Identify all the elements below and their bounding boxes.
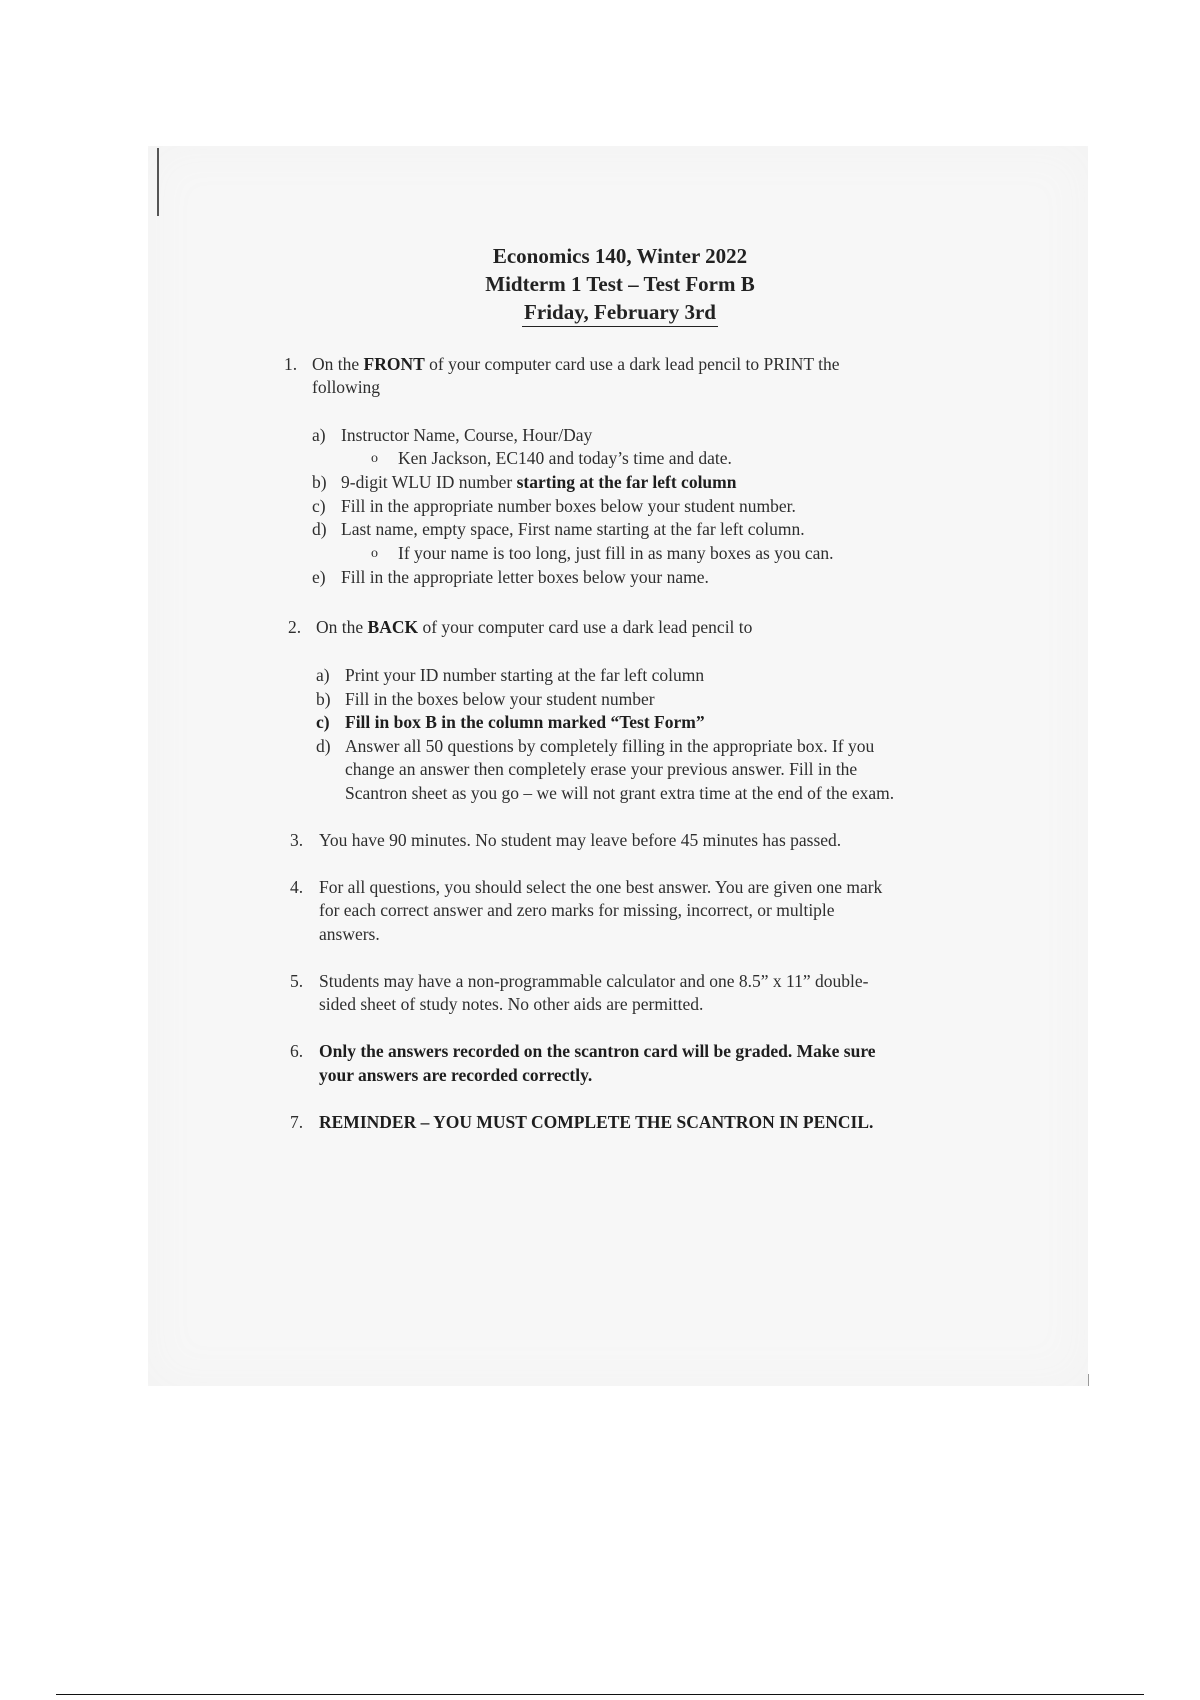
item-text: 9-digit WLU ID number starting at the far left column [341,472,737,492]
item-text: Fill in the appropriate letter boxes below your name. [341,567,709,587]
instruction-text: On the FRONT of your computer card use a dark lead pencil to PRINT the [312,354,840,374]
item-label: c) [312,496,326,516]
instruction-text-line3: answers. [319,924,380,944]
instruction-number: 3. [290,830,304,850]
item-text: Instructor Name, Course, Hour/Day [341,425,593,445]
instruction-number: 6. [290,1041,304,1061]
item-label: d) [316,736,331,756]
instruction-text-line2: following [312,377,381,397]
instruction-text: You have 90 minutes. No student may leave before 45 minutes has passed. [319,830,842,850]
instruction-number: 4. [290,877,304,897]
exam-header [420,242,820,327]
item-text: Fill in the appropriate number boxes below your student number. [341,496,796,516]
scan-edge-mark-left [157,148,159,216]
item-text: Print your ID number starting at the far left column [345,665,705,685]
item-text: Last name, empty space, First name starting at the far left column. [341,519,805,539]
instruction-text: Only the answers recorded on the scantron card will be graded. Make sure [319,1041,876,1061]
item-label: d) [312,519,327,539]
exam-date: Friday, February 3rd [522,299,718,327]
item-label: a) [316,665,330,685]
course-title: Economics 140, Winter 2022 [492,244,748,268]
item-label: b) [312,472,327,492]
sub-item-text: Ken Jackson, EC140 and today’s time and date. [398,448,732,468]
instruction-text-line2: sided sheet of study notes. No other aids are permitted. [319,994,704,1014]
sub-item-text: If your name is too long, just fill in as many boxes as you can. [398,543,834,563]
item-text-line3: Scantron sheet as you go – we will not grant extra time at the end of the exam. [345,783,895,803]
instruction-number: 2. [288,617,302,637]
instruction-text-line2: your answers are recorded correctly. [319,1065,593,1085]
instruction-number: 7. [290,1112,304,1132]
item-text-line2: change an answer then completely erase your previous answer. Fill in the [345,759,858,779]
instruction-text-line2: for each correct answer and zero marks for missing, incorrect, or multiple [319,900,835,920]
instruction-text: Students may have a non-programmable calculator and one 8.5” x 11” double- [319,971,869,991]
instruction-text: REMINDER – YOU MUST COMPLETE THE SCANTRON IN PENCIL. [319,1112,874,1132]
instruction-number: 5. [290,971,304,991]
bullet-icon: o [371,451,378,466]
instruction-number: 1. [284,354,298,374]
item-text: Fill in the boxes below your student number [345,689,655,709]
item-text: Fill in box B in the column marked “Test Form” [345,712,705,732]
item-label: b) [316,689,331,709]
scan-edge-mark-right [1088,1374,1089,1386]
page-divider [56,1694,1144,1695]
item-label: c) [316,712,330,732]
bullet-icon: o [371,546,378,561]
item-label: a) [312,425,326,445]
item-text: Answer all 50 questions by completely filling in the appropriate box. If you [345,736,875,756]
instruction-text: For all questions, you should select the one best answer. You are given one mark [319,877,883,897]
item-label: e) [312,567,326,587]
instruction-text: On the BACK of your computer card use a dark lead pencil to [316,617,753,637]
test-title: Midterm 1 Test – Test Form B [485,272,755,296]
